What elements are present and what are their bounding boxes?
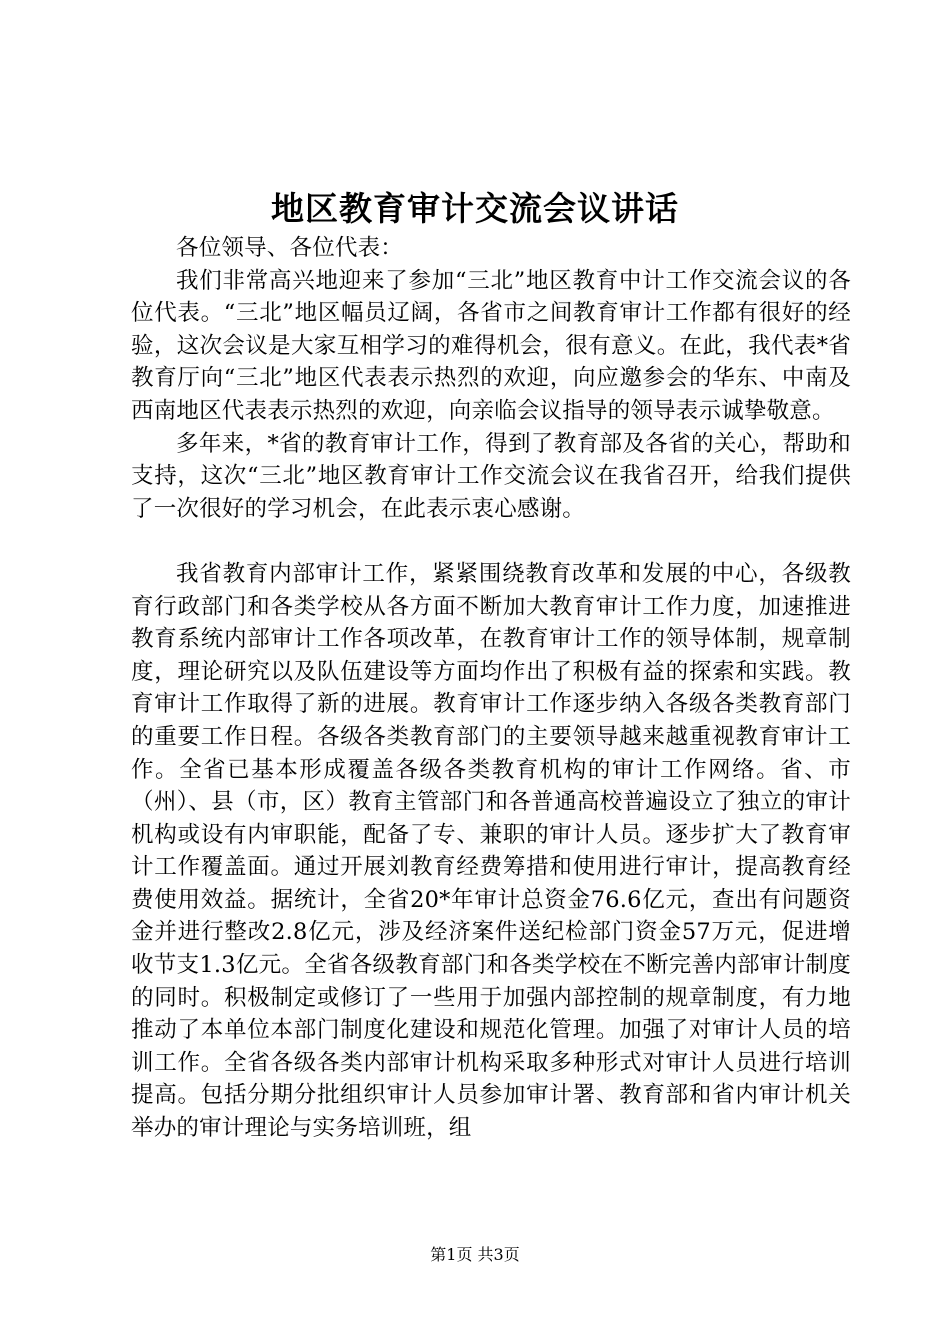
paragraph-thanks: 多年来，*省的教育审计工作，得到了教育部及各省的关心，帮助和支持，这次“三北”地区教育审计工作交流会议在我省召开，给我们提供了一次很好的学习机会，在此表示衷心感谢。 <box>131 430 851 522</box>
document-body <box>131 232 851 1145</box>
paragraph-spacer <box>131 525 851 558</box>
salutation: 各位领导、各位代表： <box>176 235 404 261</box>
document-title: 地区教育审计交流会议讲话 <box>271 189 679 228</box>
page-number-footer: 第1页 共3页 <box>430 1245 520 1264</box>
paragraph-welcome: 我们非常高兴地迎来了参加“三北”地区教育中计工作交流会议的各位代表。“三北”地区幅员辽阔，各省市之间教育审计工作都有很好的经验，这次会议是大家互相学习的难得机会，很有意义。在此，我代表*省教育厅向“三北”地区代表表示热烈的欢迎，向应邀参会的华东、中南及西南地区代表表示热烈的欢迎，向亲临会议指导的领导表示诚挚敬意。 <box>131 267 851 424</box>
paragraph-audit-work: 我省教育内部审计工作，紧紧围绕教育改革和发展的中心，各级教育行政部门和各类学校从各方面不断加大教育审计工作力度，加速推进教育系统内部审计工作各项改革，在教育审计工作的领导体制，规章制度，理论研究以及队伍建设等方面均作出了积极有益的探索和实践。教育审计工作取得了新的进展。教育审计工作逐步纳入各级各类教育部门的重要工作日程。各级各类教育部门的主要领导越来越重视教育审计工作。全省已基本形成覆盖各级各类教育机构的审计工作网络。省、市（州）、县（市，区）教育主管部门和各普通高校普遍设立了独立的审计机构或设有内审职能，配备了专、兼职的审计人员。逐步扩大了教育审计工作覆盖面。通过开展刘教育经费筹措和使用进行审计，提高教育经费使用效益。据统计，全省20*年审计总资金76.6亿元，查出有问题资金并进行整改2.8亿元，涉及经济案件送纪检部门资金57万元，促进增收节支1.3亿元。全省各级教育部门和各类学校在不断完善内部审计制度的同时。积极制定或修订了一些用于加强内部控制的规章制度，有力地推动了本单位本部门制度化建设和规范化管理。加强了对审计人员的培训工作。全省各级各类内部审计机构采取多种形式对审计人员进行培训提高。包括分期分批组织审计人员参加审计署、教育部和省内审计机关举办的审计理论与实务培训班，组 <box>131 560 851 1142</box>
